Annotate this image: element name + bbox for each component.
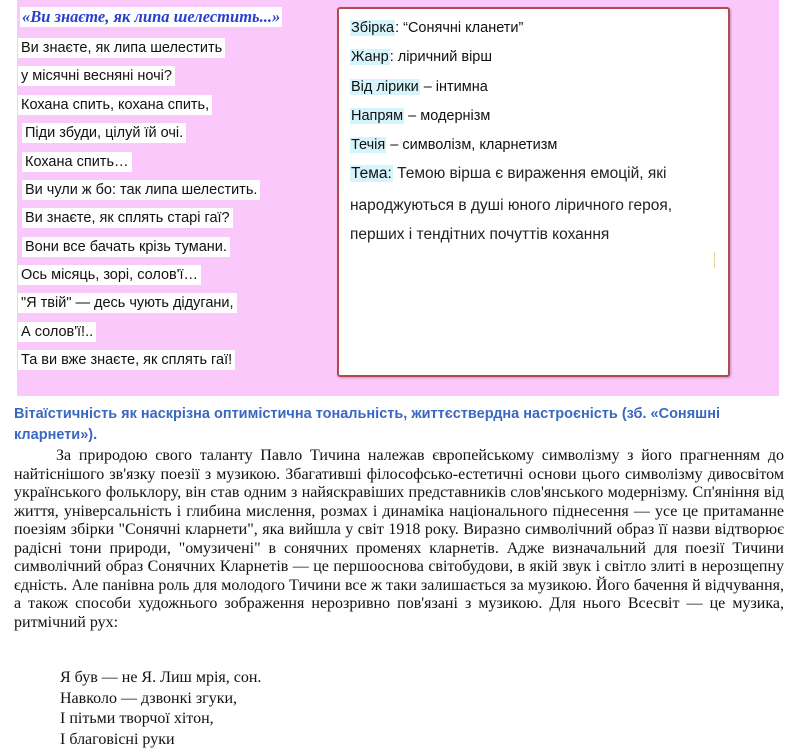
current-label: Течія [351,137,386,153]
theme-line: народжуються в душі юного ліричного героя, [350,197,673,214]
lyric-label: Від лірики [351,79,419,95]
genre-value: : ліричний вірш [389,49,493,65]
poem-line: Ви знаєте, як липа шелестить [18,38,225,58]
current-value: – символізм, кларнетизм [386,137,558,153]
quote-line: Навколо — дзвонкі згуки, [60,689,238,707]
body-paragraph: За природою свого таланту Павло Тичина належав європейському символізму з його прагненням до найтіснішого зв'язку поезії з музикою. Збагатившi філософсько-естетичні основи цього символізму дивосвітом українського фольклору, він став одним з найяскравіших представників слов'янського модернізму. Сп'яніння від життя, універсальність і глибина мислення, розмах і динаміка національного піднесення — усе це притаманне поезіям збірки "Сонячні кларнети", яка вийшла у світ 1918 року. Виразно символічний образ її назви відтворює радісні тони природи, "омузичені" в сонячних променях кларнетів. Адже визначальний для поезії Тичини символічний образ Сонячних Кларнетів — це першооснова світобудови, в якій звук і світло злиті в нерозщепну єдність. Але панівна роль для молодого Тичини все ж таки залишається за музикою. Його бачення й відчування, а також способи художнього зображення нерозривно пов'язані з музикою. Для нього Всесвіт — це музика, ритмічний рух: [14,447,784,631]
info-box [337,7,730,377]
poem-line: Кохана спить, кохана спить, [18,95,212,115]
quote-line: І благовісні руки [60,730,175,748]
poem-line: Ось місяць, зорі, солов'ї… [18,265,201,285]
poem-line: "Я твій" — десь чують дідугани, [18,293,237,313]
info-collection [350,18,523,38]
quote-line: Я був — не Я. Лиш мрія, сон. [60,669,262,686]
poem-line: Та ви вже знаєте, як сплять гаї! [18,350,235,370]
poem-line: Вони все бачать крізь тумани. [22,237,230,257]
quote-line: І пітьми творчої хітон, [60,710,214,727]
poem-line: Кохана спить… [22,152,132,172]
info-genre [350,47,492,67]
lyric-value: – інтимна [419,79,488,95]
collection-value: : “Сонячні кланети” [395,20,524,36]
info-lyric [350,77,488,97]
theme-line: перших і тендітних почуттів кохання [350,226,610,243]
info-theme [350,164,666,184]
poem-line: А солов'ї!.. [18,322,96,342]
poem-title: «Ви знаєте, як липа шелестить...» [22,7,281,26]
body-text [14,447,784,632]
poem-line: у місячні весняні ночі? [18,66,175,86]
direction-value: – модернізм [404,108,491,124]
text-cursor [714,252,715,268]
poem-quote [60,668,261,750]
poem-line: Піди збуди, цілуй їй очі. [22,123,186,143]
genre-label: Жанр [351,49,389,65]
poem-line: Ви чули ж бо: так липа шелестить. [22,180,260,200]
info-current [350,135,557,155]
info-direction [350,106,490,126]
collection-label: Збірка [351,20,395,36]
theme-line: Темою вірша є вираження емоцій, які [392,165,667,182]
poem-line: Ви знаєте, як сплять старі гаї? [22,208,233,228]
direction-label: Напрям [351,108,404,124]
theme-label: Тема: [351,165,392,182]
section-heading: Вітаїстичність як наскрізна оптимістична тональність, життєствердна настроєність (зб. «Соняшні кларнети»). [14,406,721,443]
